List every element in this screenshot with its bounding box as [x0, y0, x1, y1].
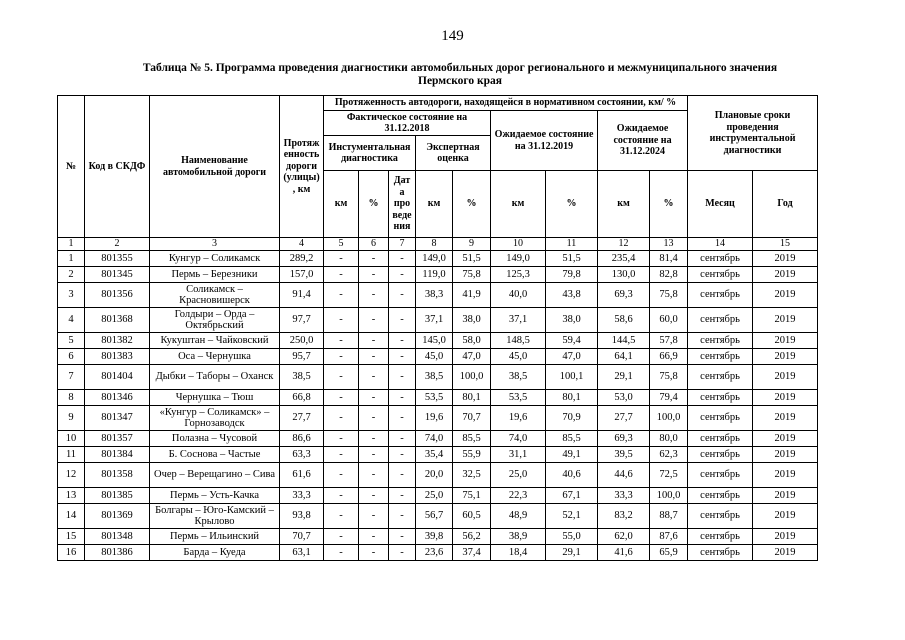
expert-km-cell: 45,0	[416, 349, 453, 365]
expected-2024-pct-cell: 57,8	[650, 333, 688, 349]
expected-2019-pct-cell: 29,1	[546, 545, 598, 561]
row-number-cell: 10	[58, 431, 85, 447]
expected-2024-pct-cell: 87,6	[650, 529, 688, 545]
table-row	[58, 349, 818, 365]
row-number-cell: 8	[58, 390, 85, 406]
road-name-cell: Кунгур – Соликамск	[150, 251, 280, 267]
expected-2019-km-cell: 22,3	[491, 488, 546, 504]
expected-2019-km-cell: 125,3	[491, 267, 546, 283]
road-length-cell: 97,7	[280, 308, 324, 333]
header-km-5: км	[324, 171, 359, 238]
header-length: Протяж енность дороги (улицы) , км	[280, 96, 324, 238]
diagnostic-date-cell: -	[389, 390, 416, 406]
expert-pct-cell: 70,7	[453, 406, 491, 431]
planned-month-cell: сентябрь	[688, 431, 753, 447]
instrumental-km-cell: -	[324, 545, 359, 561]
instrumental-pct-cell: -	[359, 349, 389, 365]
expected-2019-pct-cell: 40,6	[546, 463, 598, 488]
column-number: 14	[688, 238, 753, 251]
diagnostic-date-cell: -	[389, 349, 416, 365]
road-length-cell: 250,0	[280, 333, 324, 349]
expert-pct-cell: 38,0	[453, 308, 491, 333]
row-number-cell: 16	[58, 545, 85, 561]
instrumental-pct-cell: -	[359, 431, 389, 447]
expected-2024-km-cell: 33,3	[598, 488, 650, 504]
road-code-cell: 801355	[85, 251, 150, 267]
table-row	[58, 488, 818, 504]
expected-2019-km-cell: 74,0	[491, 431, 546, 447]
expected-2024-km-cell: 130,0	[598, 267, 650, 283]
instrumental-pct-cell: -	[359, 504, 389, 529]
planned-year-cell: 2019	[753, 504, 818, 529]
road-code-cell: 801358	[85, 463, 150, 488]
table-row	[58, 283, 818, 308]
road-length-cell: 63,1	[280, 545, 324, 561]
column-number: 2	[85, 238, 150, 251]
expected-2019-km-cell: 53,5	[491, 390, 546, 406]
column-number: 4	[280, 238, 324, 251]
expert-km-cell: 38,5	[416, 365, 453, 390]
table-row	[58, 251, 818, 267]
column-number-row	[58, 238, 818, 251]
instrumental-km-cell: -	[324, 308, 359, 333]
expected-2019-km-cell: 31,1	[491, 447, 546, 463]
expected-2024-km-cell: 29,1	[598, 365, 650, 390]
expert-km-cell: 56,7	[416, 504, 453, 529]
road-length-cell: 95,7	[280, 349, 324, 365]
planned-year-cell: 2019	[753, 251, 818, 267]
expected-2024-pct-cell: 72,5	[650, 463, 688, 488]
expert-km-cell: 39,8	[416, 529, 453, 545]
planned-year-cell: 2019	[753, 529, 818, 545]
expected-2024-pct-cell: 75,8	[650, 365, 688, 390]
road-name-cell: Дыбки – Таборы – Оханск	[150, 365, 280, 390]
header-pct-9: %	[453, 171, 491, 238]
planned-year-cell: 2019	[753, 406, 818, 431]
expected-2024-km-cell: 58,6	[598, 308, 650, 333]
expected-2024-pct-cell: 88,7	[650, 504, 688, 529]
road-name-cell: Оса – Чернушка	[150, 349, 280, 365]
instrumental-pct-cell: -	[359, 283, 389, 308]
row-number-cell: 6	[58, 349, 85, 365]
expected-2019-pct-cell: 100,1	[546, 365, 598, 390]
header-planned: Плановые сроки проведения инструментальной диагностики	[688, 96, 818, 171]
header-instrumental: Инстументальная диагностика	[324, 136, 416, 171]
instrumental-pct-cell: -	[359, 447, 389, 463]
expert-pct-cell: 100,0	[453, 365, 491, 390]
instrumental-km-cell: -	[324, 431, 359, 447]
expected-2019-km-cell: 148,5	[491, 333, 546, 349]
expert-pct-cell: 41,9	[453, 283, 491, 308]
table-title	[100, 62, 820, 88]
planned-month-cell: сентябрь	[688, 349, 753, 365]
column-number: 7	[389, 238, 416, 251]
road-name-cell: Очер – Верещагино – Сива	[150, 463, 280, 488]
expert-km-cell: 19,6	[416, 406, 453, 431]
expected-2019-km-cell: 149,0	[491, 251, 546, 267]
expert-pct-cell: 37,4	[453, 545, 491, 561]
row-number-cell: 7	[58, 365, 85, 390]
table-title-line-1: Таблица № 5. Программа проведения диагностики автомобильных дорог регионального и межмуниципального значения	[142, 62, 778, 74]
expected-2019-pct-cell: 70,9	[546, 406, 598, 431]
header-month: Месяц	[688, 171, 753, 238]
planned-year-cell: 2019	[753, 390, 818, 406]
expected-2019-pct-cell: 51,5	[546, 251, 598, 267]
expected-2024-km-cell: 69,3	[598, 283, 650, 308]
diagnostic-date-cell: -	[389, 308, 416, 333]
expected-2024-km-cell: 144,5	[598, 333, 650, 349]
planned-month-cell: сентябрь	[688, 447, 753, 463]
header-name: Наименование автомобильной дороги	[150, 96, 280, 238]
header-normative: Протяженность автодороги, находящейся в нормативном состоянии, км/ %	[324, 96, 688, 111]
expected-2024-km-cell: 53,0	[598, 390, 650, 406]
instrumental-pct-cell: -	[359, 333, 389, 349]
expected-2024-km-cell: 44,6	[598, 463, 650, 488]
planned-year-cell: 2019	[753, 463, 818, 488]
planned-year-cell: 2019	[753, 349, 818, 365]
expected-2019-pct-cell: 79,8	[546, 267, 598, 283]
expert-pct-cell: 51,5	[453, 251, 491, 267]
instrumental-km-cell: -	[324, 283, 359, 308]
expert-pct-cell: 55,9	[453, 447, 491, 463]
column-number: 10	[491, 238, 546, 251]
row-number-cell: 1	[58, 251, 85, 267]
instrumental-pct-cell: -	[359, 251, 389, 267]
expected-2019-km-cell: 38,5	[491, 365, 546, 390]
instrumental-pct-cell: -	[359, 463, 389, 488]
planned-month-cell: сентябрь	[688, 365, 753, 390]
road-code-cell: 801345	[85, 267, 150, 283]
road-length-cell: 91,4	[280, 283, 324, 308]
header-year: Год	[753, 171, 818, 238]
expert-pct-cell: 47,0	[453, 349, 491, 365]
table-row	[58, 308, 818, 333]
column-number: 1	[58, 238, 85, 251]
header-km-8: км	[416, 171, 453, 238]
table-title-line-2: Пермского края	[418, 75, 502, 87]
expected-2024-pct-cell: 79,4	[650, 390, 688, 406]
expert-km-cell: 74,0	[416, 431, 453, 447]
instrumental-pct-cell: -	[359, 390, 389, 406]
planned-month-cell: сентябрь	[688, 504, 753, 529]
expert-km-cell: 119,0	[416, 267, 453, 283]
expected-2024-km-cell: 69,3	[598, 431, 650, 447]
diagnostic-date-cell: -	[389, 463, 416, 488]
instrumental-km-cell: -	[324, 349, 359, 365]
expected-2019-km-cell: 37,1	[491, 308, 546, 333]
instrumental-pct-cell: -	[359, 529, 389, 545]
diagnostic-date-cell: -	[389, 406, 416, 431]
road-length-cell: 289,2	[280, 251, 324, 267]
header-code: Код в СКДФ	[85, 96, 150, 238]
header-expert: Экспертная оценка	[416, 136, 491, 171]
instrumental-pct-cell: -	[359, 267, 389, 283]
column-number: 12	[598, 238, 650, 251]
road-code-cell: 801348	[85, 529, 150, 545]
instrumental-km-cell: -	[324, 488, 359, 504]
instrumental-km-cell: -	[324, 463, 359, 488]
diagnostics-table	[57, 95, 818, 561]
expert-km-cell: 37,1	[416, 308, 453, 333]
road-code-cell: 801368	[85, 308, 150, 333]
header-expected-2019: Ожидаемое состояние на 31.12.2019	[491, 111, 598, 171]
road-name-cell: Чернушка – Тюш	[150, 390, 280, 406]
planned-year-cell: 2019	[753, 308, 818, 333]
planned-year-cell: 2019	[753, 333, 818, 349]
column-number: 13	[650, 238, 688, 251]
instrumental-km-cell: -	[324, 504, 359, 529]
road-code-cell: 801404	[85, 365, 150, 390]
expected-2019-pct-cell: 49,1	[546, 447, 598, 463]
instrumental-km-cell: -	[324, 390, 359, 406]
planned-month-cell: сентябрь	[688, 463, 753, 488]
planned-month-cell: сентябрь	[688, 488, 753, 504]
expected-2019-km-cell: 19,6	[491, 406, 546, 431]
expert-pct-cell: 75,1	[453, 488, 491, 504]
road-length-cell: 61,6	[280, 463, 324, 488]
road-length-cell: 66,8	[280, 390, 324, 406]
instrumental-km-cell: -	[324, 365, 359, 390]
diagnostic-date-cell: -	[389, 333, 416, 349]
expected-2019-km-cell: 18,4	[491, 545, 546, 561]
column-number: 11	[546, 238, 598, 251]
row-number-cell: 15	[58, 529, 85, 545]
instrumental-km-cell: -	[324, 406, 359, 431]
expert-pct-cell: 58,0	[453, 333, 491, 349]
expected-2024-km-cell: 64,1	[598, 349, 650, 365]
road-name-cell: Барда – Куеда	[150, 545, 280, 561]
expected-2019-pct-cell: 85,5	[546, 431, 598, 447]
road-code-cell: 801386	[85, 545, 150, 561]
road-name-cell: Полазна – Чусовой	[150, 431, 280, 447]
row-number-cell: 3	[58, 283, 85, 308]
header-actual: Фактическое состояние на 31.12.2018	[324, 111, 491, 136]
expected-2024-km-cell: 83,2	[598, 504, 650, 529]
row-number-cell: 11	[58, 447, 85, 463]
expert-pct-cell: 75,8	[453, 267, 491, 283]
planned-month-cell: сентябрь	[688, 529, 753, 545]
instrumental-pct-cell: -	[359, 488, 389, 504]
planned-month-cell: сентябрь	[688, 267, 753, 283]
header-expected-2024: Ожидаемое состояние на 31.12.2024	[598, 111, 688, 171]
instrumental-km-cell: -	[324, 267, 359, 283]
expected-2024-pct-cell: 60,0	[650, 308, 688, 333]
header-pct-11: %	[546, 171, 598, 238]
planned-year-cell: 2019	[753, 365, 818, 390]
expert-pct-cell: 60,5	[453, 504, 491, 529]
road-name-cell: Болгары – Юго-Камский – Крылово	[150, 504, 280, 529]
instrumental-km-cell: -	[324, 251, 359, 267]
page-number: 149	[441, 28, 464, 44]
road-length-cell: 33,3	[280, 488, 324, 504]
instrumental-pct-cell: -	[359, 308, 389, 333]
header-date-held: Дат а про веде ния	[389, 171, 416, 238]
road-code-cell: 801357	[85, 431, 150, 447]
road-code-cell: 801347	[85, 406, 150, 431]
road-code-cell: 801385	[85, 488, 150, 504]
diagnostic-date-cell: -	[389, 431, 416, 447]
diagnostic-date-cell: -	[389, 488, 416, 504]
instrumental-pct-cell: -	[359, 545, 389, 561]
header-km-12: км	[598, 171, 650, 238]
expected-2019-km-cell: 48,9	[491, 504, 546, 529]
road-length-cell: 157,0	[280, 267, 324, 283]
planned-month-cell: сентябрь	[688, 283, 753, 308]
road-name-cell: «Кунгур – Соликамск» – Горнозаводск	[150, 406, 280, 431]
table-row	[58, 431, 818, 447]
road-length-cell: 63,3	[280, 447, 324, 463]
expected-2019-km-cell: 40,0	[491, 283, 546, 308]
expected-2019-km-cell: 45,0	[491, 349, 546, 365]
expert-km-cell: 35,4	[416, 447, 453, 463]
expected-2019-pct-cell: 80,1	[546, 390, 598, 406]
road-code-cell: 801369	[85, 504, 150, 529]
diagnostic-date-cell: -	[389, 283, 416, 308]
road-length-cell: 86,6	[280, 431, 324, 447]
expected-2024-pct-cell: 100,0	[650, 406, 688, 431]
road-name-cell: Пермь – Усть-Качка	[150, 488, 280, 504]
column-number: 15	[753, 238, 818, 251]
diagnostic-date-cell: -	[389, 447, 416, 463]
diagnostic-date-cell: -	[389, 251, 416, 267]
instrumental-km-cell: -	[324, 529, 359, 545]
planned-year-cell: 2019	[753, 267, 818, 283]
instrumental-pct-cell: -	[359, 406, 389, 431]
row-number-cell: 14	[58, 504, 85, 529]
road-code-cell: 801356	[85, 283, 150, 308]
road-code-cell: 801346	[85, 390, 150, 406]
table-row	[58, 365, 818, 390]
expert-pct-cell: 85,5	[453, 431, 491, 447]
expected-2019-pct-cell: 52,1	[546, 504, 598, 529]
header-num: №	[58, 96, 85, 238]
row-number-cell: 2	[58, 267, 85, 283]
instrumental-km-cell: -	[324, 447, 359, 463]
diagnostic-date-cell: -	[389, 529, 416, 545]
row-number-cell: 13	[58, 488, 85, 504]
expected-2019-pct-cell: 38,0	[546, 308, 598, 333]
expected-2019-pct-cell: 59,4	[546, 333, 598, 349]
road-length-cell: 38,5	[280, 365, 324, 390]
expert-km-cell: 20,0	[416, 463, 453, 488]
header-km-10: км	[491, 171, 546, 238]
planned-year-cell: 2019	[753, 431, 818, 447]
row-number-cell: 9	[58, 406, 85, 431]
table-row	[58, 504, 818, 529]
row-number-cell: 5	[58, 333, 85, 349]
expected-2024-pct-cell: 100,0	[650, 488, 688, 504]
road-name-cell: Голдыри – Орда – Октябрьский	[150, 308, 280, 333]
road-name-cell: Пермь – Березники	[150, 267, 280, 283]
diagnostic-date-cell: -	[389, 267, 416, 283]
diagnostic-date-cell: -	[389, 365, 416, 390]
expected-2024-pct-cell: 81,4	[650, 251, 688, 267]
expected-2024-pct-cell: 62,3	[650, 447, 688, 463]
road-name-cell: Пермь – Ильинский	[150, 529, 280, 545]
road-name-cell: Б. Соснова – Частые	[150, 447, 280, 463]
planned-year-cell: 2019	[753, 447, 818, 463]
planned-month-cell: сентябрь	[688, 251, 753, 267]
header-pct-13: %	[650, 171, 688, 238]
expected-2024-pct-cell: 65,9	[650, 545, 688, 561]
expected-2024-km-cell: 235,4	[598, 251, 650, 267]
table-row	[58, 390, 818, 406]
expected-2024-pct-cell: 80,0	[650, 431, 688, 447]
table-row	[58, 447, 818, 463]
road-length-cell: 27,7	[280, 406, 324, 431]
expected-2019-pct-cell: 55,0	[546, 529, 598, 545]
expert-km-cell: 23,6	[416, 545, 453, 561]
expert-km-cell: 53,5	[416, 390, 453, 406]
road-code-cell: 801382	[85, 333, 150, 349]
road-code-cell: 801383	[85, 349, 150, 365]
header-pct-6: %	[359, 171, 389, 238]
planned-month-cell: сентябрь	[688, 308, 753, 333]
expected-2019-km-cell: 38,9	[491, 529, 546, 545]
road-name-cell: Кукуштан – Чайковский	[150, 333, 280, 349]
planned-month-cell: сентябрь	[688, 333, 753, 349]
expected-2019-pct-cell: 47,0	[546, 349, 598, 365]
planned-month-cell: сентябрь	[688, 406, 753, 431]
row-number-cell: 12	[58, 463, 85, 488]
column-number: 8	[416, 238, 453, 251]
expert-km-cell: 25,0	[416, 488, 453, 504]
planned-month-cell: сентябрь	[688, 390, 753, 406]
diagnostic-date-cell: -	[389, 504, 416, 529]
expert-pct-cell: 80,1	[453, 390, 491, 406]
expert-pct-cell: 32,5	[453, 463, 491, 488]
expert-km-cell: 145,0	[416, 333, 453, 349]
instrumental-pct-cell: -	[359, 365, 389, 390]
table-row	[58, 333, 818, 349]
expected-2019-pct-cell: 43,8	[546, 283, 598, 308]
road-length-cell: 70,7	[280, 529, 324, 545]
road-code-cell: 801384	[85, 447, 150, 463]
expected-2024-km-cell: 41,6	[598, 545, 650, 561]
expected-2024-km-cell: 39,5	[598, 447, 650, 463]
row-number-cell: 4	[58, 308, 85, 333]
column-number: 3	[150, 238, 280, 251]
expected-2024-pct-cell: 82,8	[650, 267, 688, 283]
planned-year-cell: 2019	[753, 283, 818, 308]
planned-year-cell: 2019	[753, 545, 818, 561]
expected-2024-pct-cell: 75,8	[650, 283, 688, 308]
expert-pct-cell: 56,2	[453, 529, 491, 545]
road-name-cell: Соликамск – Красновишерск	[150, 283, 280, 308]
expected-2019-km-cell: 25,0	[491, 463, 546, 488]
instrumental-km-cell: -	[324, 333, 359, 349]
diagnostic-date-cell: -	[389, 545, 416, 561]
table-row	[58, 545, 818, 561]
column-number: 6	[359, 238, 389, 251]
road-length-cell: 93,8	[280, 504, 324, 529]
expected-2024-km-cell: 27,7	[598, 406, 650, 431]
column-number: 9	[453, 238, 491, 251]
column-number: 5	[324, 238, 359, 251]
table-row	[58, 406, 818, 431]
expected-2024-km-cell: 62,0	[598, 529, 650, 545]
expert-km-cell: 149,0	[416, 251, 453, 267]
expected-2024-pct-cell: 66,9	[650, 349, 688, 365]
table-row	[58, 463, 818, 488]
planned-month-cell: сентябрь	[688, 545, 753, 561]
expected-2019-pct-cell: 67,1	[546, 488, 598, 504]
table-row	[58, 529, 818, 545]
expert-km-cell: 38,3	[416, 283, 453, 308]
table-row	[58, 267, 818, 283]
planned-year-cell: 2019	[753, 488, 818, 504]
